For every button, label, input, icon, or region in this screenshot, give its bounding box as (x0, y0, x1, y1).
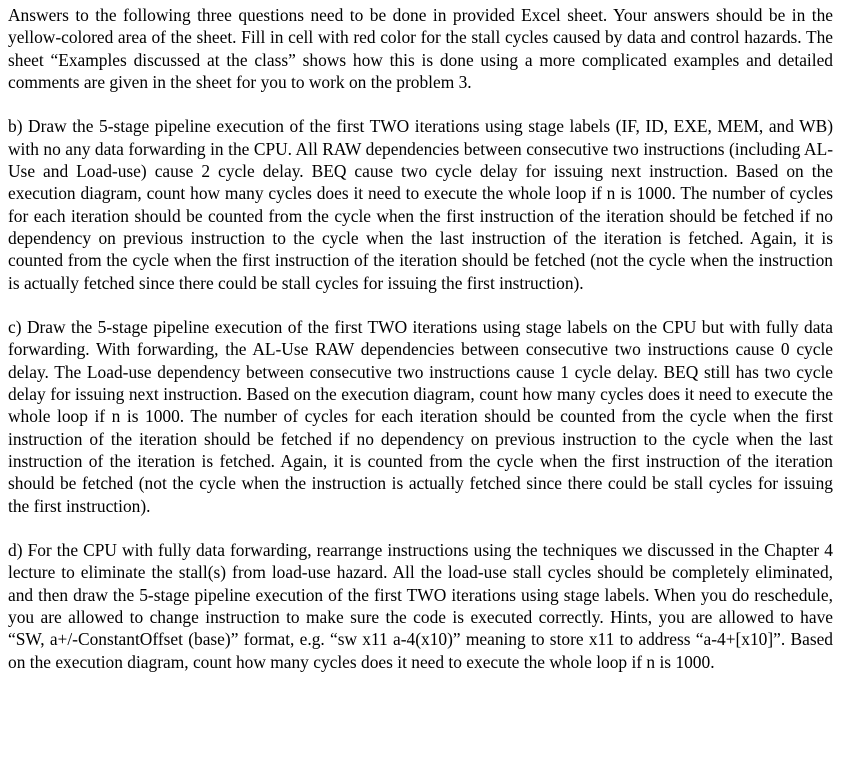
question-b-paragraph: b) Draw the 5-stage pipeline execution of the first TWO iterations using stage labels (IF, ID, EXE, MEM, and WB) with no any data forwarding in the CPU. All RAW dependencies between consecutive two instructions (including AL-Use and Load-use) cause 2 cycle delay. BEQ cause two cycle delay for issuing next instruction. Based on the execution diagram, count how many cycles does it need to execute the whole loop if n is 1000. The number of cycles for each iteration should be counted from the cycle when the first instruction of the iteration should be fetched if no dependency on previous instruction to the cycle when the last instruction of the iteration is fetched. Again, it is counted from the cycle when the first instruction of the iteration should be fetched (not the cycle when the instruction is actually fetched since there could be stall cycles for issuing the first instruction). (8, 116, 833, 293)
intro-paragraph: Answers to the following three questions need to be done in provided Excel sheet. Your answers should be in the yellow-colored area of the sheet. Fill in cell with red color for the stall cycles caused by data and control hazards. The sheet “Examples discussed at the class” shows how this is done using a more complicated examples and detailed comments are given in the sheet for you to work on the problem 3. (8, 5, 833, 92)
question-c-paragraph: c) Draw the 5-stage pipeline execution of the first TWO iterations using stage labels on the CPU but with fully data forwarding. With forwarding, the AL-Use RAW dependencies between consecutive two instructions cause 0 cycle delay. The Load-use dependency between consecutive two instructions cause 1 cycle delay. BEQ still has two cycle delay for issuing next instruction. Based on the execution diagram, count how many cycles does it need to execute the whole loop if n is 1000. The number of cycles for each iteration should be counted from the cycle when the first instruction of the iteration should be fetched if no dependency on previous instruction to the cycle when the last instruction of the iteration is fetched. Again, it is counted from the cycle when the first instruction of the iteration should be fetched (not the cycle when the instruction is actually fetched since there could be stall cycles for issuing the first instruction). (8, 317, 833, 516)
question-d-paragraph: d) For the CPU with fully data forwarding, rearrange instructions using the techniques we discussed in the Chapter 4 lecture to eliminate the stall(s) from load-use hazard. All the load-use stall cycles should be completely eliminated, and then draw the 5-stage pipeline execution of the first TWO iterations using stage labels. When you do reschedule, you are allowed to change instruction to make sure the code is executed correctly. Hints, you are allowed to have “SW, a+/-ConstantOffset (base)” format, e.g. “sw x11 a-4(x10)” meaning to store x11 to address “a-4+[x10]”. Based on the execution diagram, count how many cycles does it need to execute the whole loop if n is 1000. (8, 540, 833, 672)
